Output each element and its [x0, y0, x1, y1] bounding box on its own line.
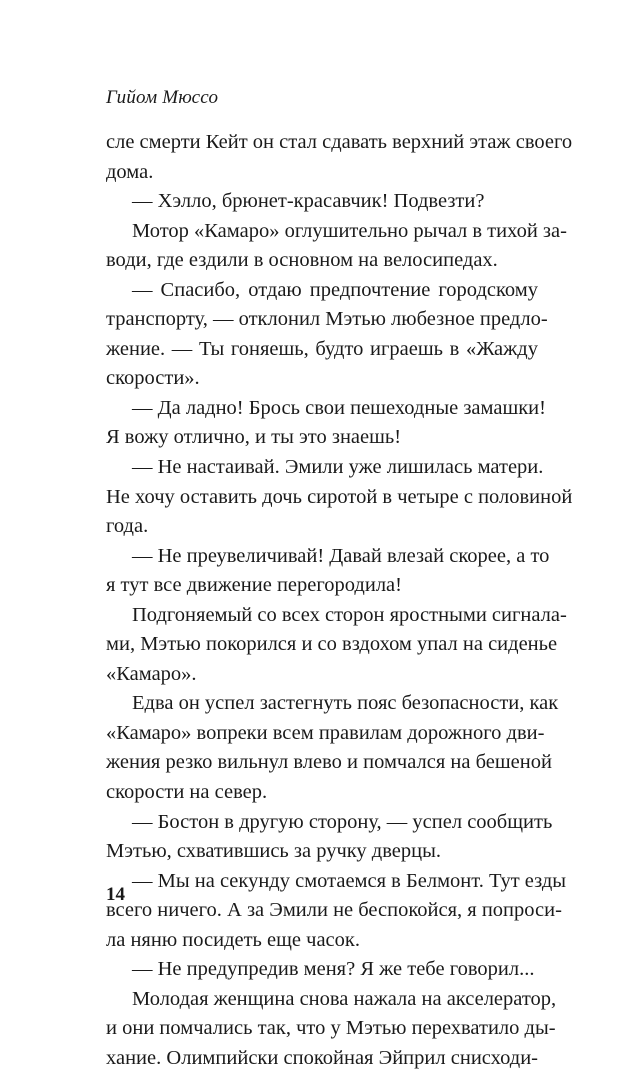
text-line: — Бостон в другую сторону, — успел сообщить	[132, 810, 553, 833]
text-line: Мэтью, схватившись за ручку дверцы.	[106, 840, 442, 863]
text-line: — Не предупредив меня? Я же тебе говорил...	[132, 958, 535, 981]
text-line: хание. Олимпийски спокойная Эйприл снисходи-	[106, 1046, 538, 1069]
text-line: Подгоняемый со всех сторон яростными сигнала-	[132, 603, 567, 626]
text-line: Едва он успел застегнуть пояс безопасности, как	[132, 692, 559, 715]
text-line: скорости».	[106, 367, 200, 390]
text-line: «Камаро».	[106, 662, 197, 685]
body-text	[106, 128, 573, 1074]
text-line: — Мы на секунду смотаемся в Белмонт. Тут езды	[132, 869, 567, 892]
text-line: Мотор «Камаро» оглушительно рычал в тихой за-	[132, 219, 567, 242]
running-head: Гийом Мюссо	[106, 87, 219, 108]
text-line: Не хочу оставить дочь сиротой в четыре с половиной	[106, 485, 573, 508]
text-line: ла няню посидеть еще часок.	[106, 928, 360, 951]
text-line: «Камаро» вопреки всем правилам дорожного дви-	[106, 721, 545, 744]
text-line: — Не настаивай. Эмили уже лишилась матери.	[132, 456, 544, 479]
text-line: всего ничего. А за Эмили не беспокойся, я попроси-	[106, 899, 562, 922]
text-line: скорости на север.	[106, 781, 268, 804]
text-line: — Не преувеличивай! Давай влезай скорее, а то	[132, 544, 550, 567]
text-line: транспорту, — отклонил Мэтью любезное предло-	[106, 308, 548, 331]
text-line: я тут все движение перегородила!	[106, 574, 402, 597]
text-line: ми, Мэтью покорился и со вздохом упал на сиденье	[106, 633, 558, 656]
text-line: года.	[106, 515, 149, 538]
text-line: сле смерти Кейт он стал сдавать верхний этаж своего	[106, 131, 573, 153]
page-number: 14	[106, 884, 125, 905]
text-line: и они помчались так, что у Мэтью перехватило ды-	[106, 1017, 556, 1040]
text-line: — Хэлло, брюнет-красавчик! Подвезти?	[132, 190, 485, 213]
text-line: жение. — Ты гоняешь, будто играешь в «Жажду	[106, 337, 538, 360]
text-line: води, где ездили в основном на велосипедах.	[106, 249, 498, 272]
text-line: — Спасибо, отдаю предпочтение городскому	[132, 278, 538, 301]
text-line: Молодая женщина снова нажала на акселератор,	[132, 987, 557, 1010]
text-line: — Да ладно! Брось свои пешеходные замашки!	[132, 396, 546, 419]
text-line: жения резко вильнул влево и помчался на бешеной	[106, 751, 552, 774]
text-line: Я вожу отлично, и ты это знаешь!	[106, 426, 402, 449]
text-line: дома.	[106, 160, 154, 183]
